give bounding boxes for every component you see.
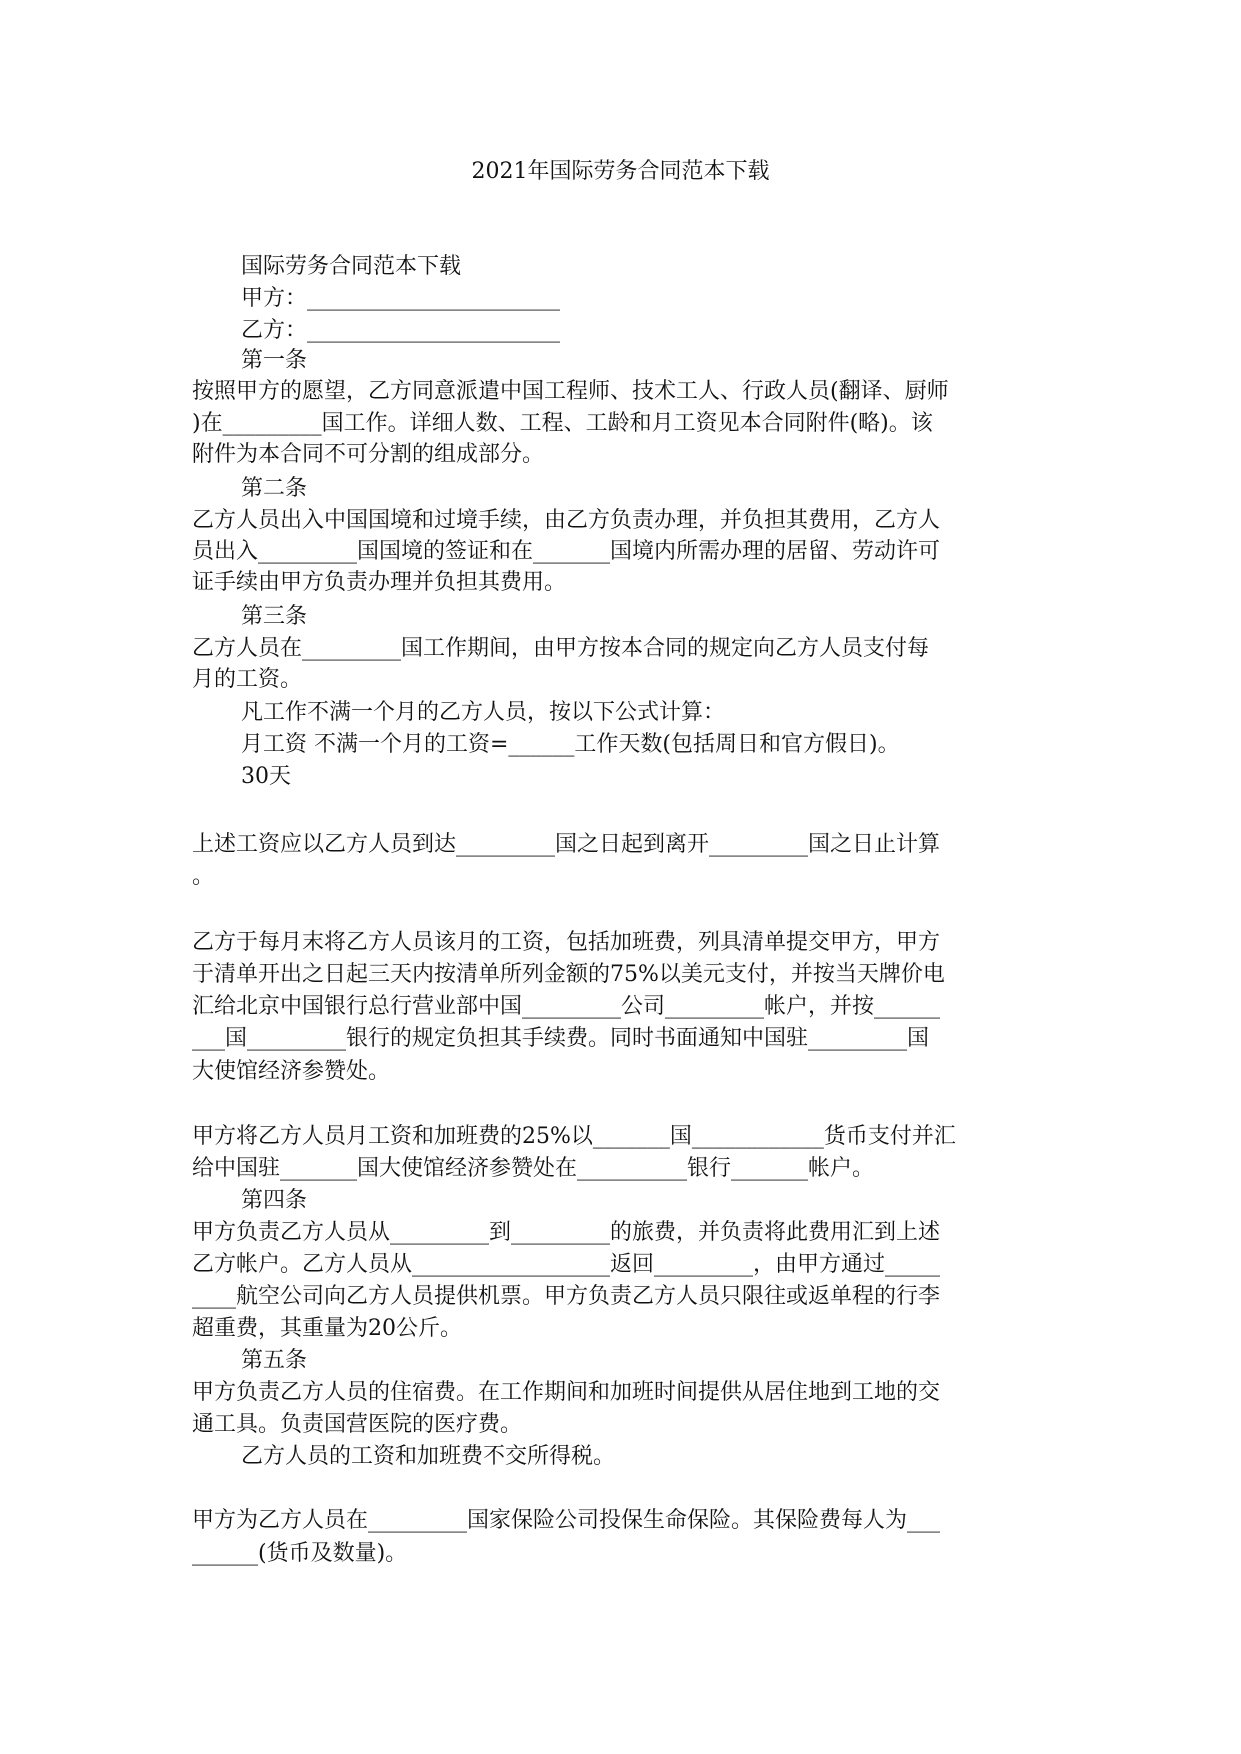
party-b-line: 乙方：_______________________ [241, 318, 561, 343]
article-1-text: 附件为本合同不可分割的组成部分。 [192, 442, 545, 467]
article-2-text: 乙方人员出入中国国境和过境手续，由乙方负责办理，并负担其费用，乙方人 [192, 508, 941, 533]
article-3-text: ___国_________银行的规定负担其手续费。同时书面通知中国驻_________国 [192, 1026, 930, 1051]
article-3-text: 上述工资应以乙方人员到达_________国之日起到离开_________国之日止计算 [192, 832, 941, 857]
article-3-text: 汇给北京中国银行总行营业部中国_________公司_________帐户，并按______ [192, 994, 941, 1019]
article-3-text: 大使馆经济参赞处。 [192, 1059, 391, 1084]
article-3-text: 。 [192, 864, 215, 889]
article-4-heading: 第四条 [241, 1188, 308, 1213]
contract-heading: 国际劳务合同范本下载 [241, 254, 462, 279]
article-4-text: 甲方负责乙方人员从_________到_________的旅费，并负责将此费用汇到上述 [192, 1220, 941, 1245]
article-5-text: 甲方为乙方人员在_________国家保险公司投保生命保险。其保险费每人为___ [192, 1508, 941, 1533]
salary-formula: 月工资 不满一个月的工资=______工作天数(包括周日和官方假日)。 [241, 732, 900, 757]
article-1-heading: 第一条 [241, 348, 308, 373]
article-3-text: 于清单开出之日起三天内按清单所列金额的75%以美元支付，并按当天牌价电 [192, 962, 945, 987]
article-3-text: 甲方将乙方人员月工资和加班费的25%以_______国____________货币支付并汇 [192, 1124, 956, 1149]
article-4-text: 超重费，其重量为20公斤。 [192, 1316, 462, 1341]
article-3-heading: 第三条 [241, 604, 308, 629]
document-title: 2021年国际劳务合同范本下载 [471, 159, 770, 184]
article-3-text: 乙方于每月末将乙方人员该月的工资，包括加班费，列具清单提交甲方，甲方 [192, 930, 941, 955]
article-1-text: )在_________国工作。详细人数、工程、工龄和月工资见本合同附件(略)。该 [192, 411, 933, 436]
article-3-text: 乙方人员在_________国工作期间，由甲方按本合同的规定向乙方人员支付每 [192, 636, 930, 661]
article-4-text: 乙方帐户。乙方人员从__________________返回_________，由甲方通过_____ [192, 1252, 941, 1277]
article-2-heading: 第二条 [241, 476, 308, 501]
party-a-line: 甲方：_______________________ [241, 286, 561, 311]
article-3-text: 凡工作不满一个月的乙方人员，按以下公式计算： [241, 700, 726, 725]
article-5-heading: 第五条 [241, 1348, 308, 1373]
article-5-text: 甲方负责乙方人员的住宿费。在工作期间和加班时间提供从居住地到工地的交 [192, 1380, 941, 1405]
article-5-text: ______(货币及数量)。 [192, 1541, 408, 1566]
article-3-text: 月的工资。 [192, 667, 303, 692]
article-5-text: 通工具。负责国营医院的医疗费。 [192, 1412, 523, 1437]
article-2-text: 员出入_________国国境的签证和在_______国境内所需办理的居留、劳动许可 [192, 539, 941, 564]
salary-formula-denominator: 30天 [241, 764, 291, 789]
article-4-text: ____航空公司向乙方人员提供机票。甲方负责乙方人员只限往或返单程的行李 [192, 1284, 941, 1309]
article-2-text: 证手续由甲方负责办理并负担其费用。 [192, 570, 567, 595]
article-5-text: 乙方人员的工资和加班费不交所得税。 [241, 1444, 616, 1469]
article-3-text: 给中国驻_______国大使馆经济参赞处在__________银行_______帐户。 [192, 1156, 875, 1181]
article-1-text: 按照甲方的愿望，乙方同意派遣中国工程师、技术工人、行政人员(翻译、厨师 [192, 379, 949, 404]
